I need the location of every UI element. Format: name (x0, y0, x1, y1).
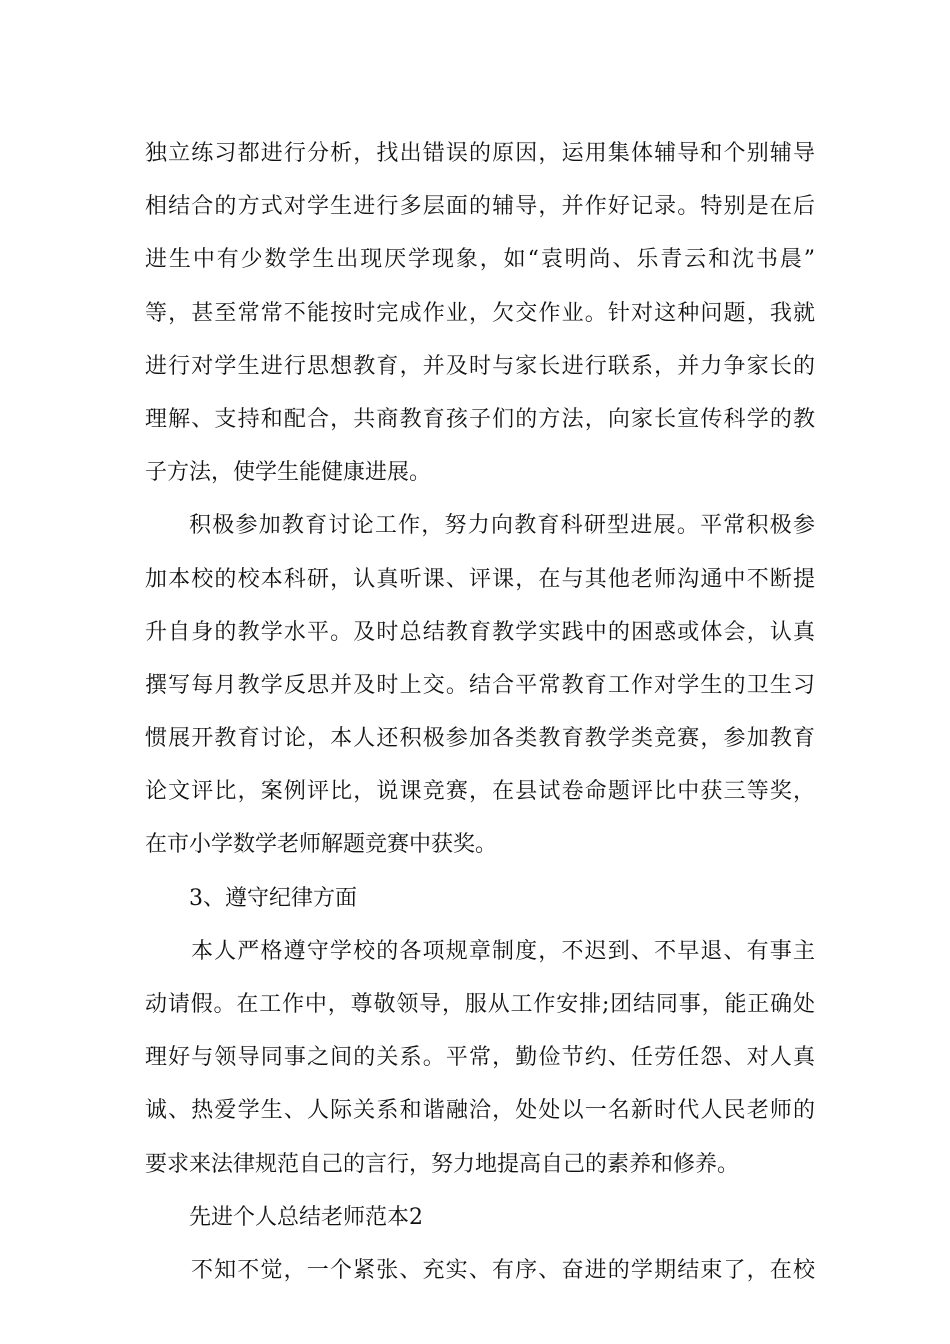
paragraph-start-line: 积极参加教育讨论工作，努力向教育科研型进展。平常积极参 (189, 513, 815, 539)
section-heading: 先进个人总结老师范本2 (189, 1204, 423, 1230)
text-line: 论文评比，案例评比，说课竞赛，在县试卷命题评比中获三等奖， (145, 779, 815, 805)
text-line: 加本校的校本科研，认真听课、评课，在与其他老师沟通中不断提 (145, 566, 815, 592)
text-line: 进生中有少数学生出现厌学现象，如“袁明尚、乐青云和沈书晨” (145, 247, 815, 273)
text-line: 进行对学生进行思想教育，并及时与家长进行联系，并力争家长的 (145, 353, 815, 379)
section-heading: 3、遵守纪律方面 (189, 885, 357, 911)
text-line: 相结合的方式对学生进行多层面的辅导，并作好记录。特别是在后 (145, 194, 815, 220)
paragraph-start-line: 不知不觉，一个紧张、充实、有序、奋进的学期结束了，在校 (191, 1257, 815, 1283)
text-line: 独立练习都进行分析，找出错误的原因，运用集体辅导和个别辅导 (145, 141, 815, 166)
document-body (145, 127, 815, 1297)
text-line: 在市小学数学老师解题竞赛中获奖。 (145, 832, 498, 858)
text-line: 要求来法律规范自己的言行，努力地提高自己的素养和修养。 (145, 1151, 740, 1177)
text-line: 子方法，使学生能健康进展。 (145, 460, 432, 486)
text-line: 惯展开教育讨论，本人还积极参加各类教育教学类竞赛，参加教育 (145, 726, 815, 752)
text-line: 动请假。在工作中，尊敬领导，服从工作安排;团结同事，能正确处 (145, 992, 815, 1017)
text-line: 诚、热爱学生、人际关系和谐融洽，处处以一名新时代人民老师的 (145, 1098, 815, 1124)
text-line: 撰写每月教学反思并及时上交。结合平常教育工作对学生的卫生习 (145, 672, 815, 698)
text-line: 等，甚至常常不能按时完成作业，欠交作业。针对这种问题，我就 (145, 300, 815, 326)
paragraph-start-line: 本人严格遵守学校的各项规章制度，不迟到、不早退、有事主 (191, 938, 815, 964)
text-line: 理解、支持和配合，共商教育孩子们的方法，向家长宣传科学的教 (145, 406, 815, 432)
text-line: 理好与领导同事之间的关系。平常，勤俭节约、任劳任怨、对人真 (145, 1045, 815, 1071)
text-line: 升自身的教学水平。及时总结教育教学实践中的困惑或体会，认真 (145, 619, 815, 645)
